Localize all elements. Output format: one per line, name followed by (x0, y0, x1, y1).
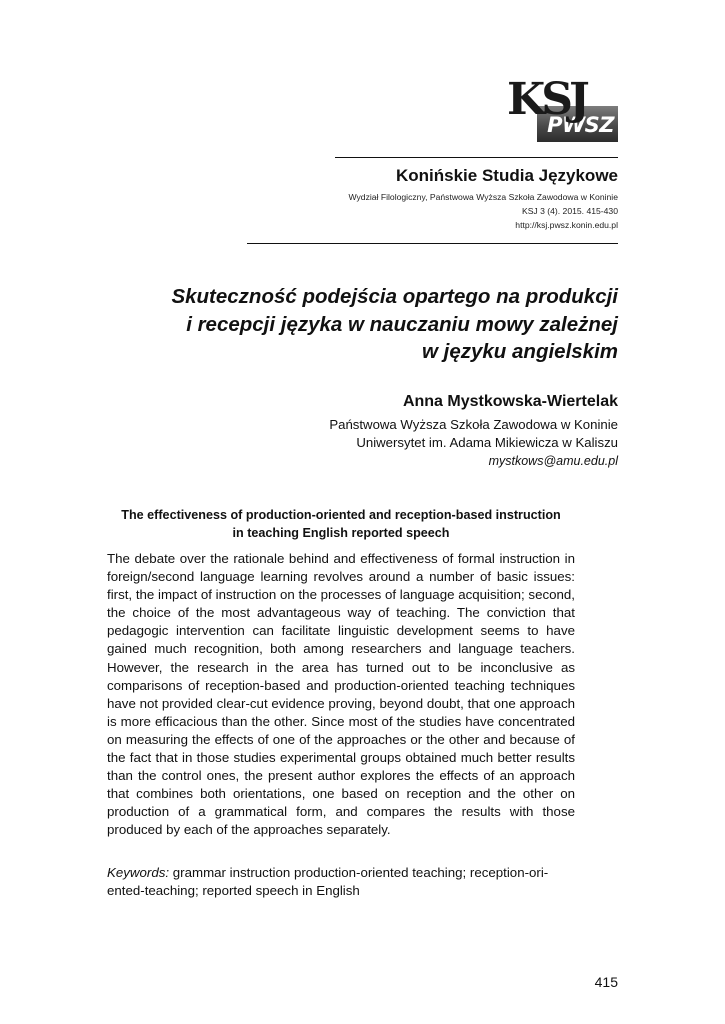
article-title (138, 283, 618, 366)
article-title-line: Skuteczność podejścia opartego na produkcji (171, 285, 618, 308)
journal-title: Konińskie Studia Językowe (395, 166, 618, 185)
english-title (107, 506, 575, 542)
author-affiliation-2: Uniwersytet im. Adama Mikiewicza w Kaliszu (356, 435, 618, 450)
journal-faculty: Wydział Filologiczny, Państwowa Wyższa Szkoła Zawodowa w Koninie (348, 192, 618, 202)
page-number: 415 (594, 974, 618, 990)
abstract-text: The debate over the rationale behind and effectiveness of formal instruction in foreign/second language learning revolves around a number of basic issues: first, the impact of instruction on the processes of language acquisition; second, the choice of the most advantageous way of teaching. The conviction that pedagogic intervention can facilitate linguistic development seems to have gained much recognition, both among researchers and language teachers. However, the research in the area has turned out to be inconclusive as comparisons of reception-based and production-oriented teaching techniques have not provided clear-cut evidence proving, beyond doubt, that one approach is more efficacious than the other. Since most of the studies have concentrated on measuring the effects of one of the approaches or the other and because of the fact that in those studies experimental groups obtained much better results than the control ones, the present author explores the effects of an approach that combines both orientations, one based on reception and the other on production of a grammatical form, and compares the results with those produced by each of the approaches separately. (107, 551, 575, 838)
journal-issue: KSJ 3 (4). 2015. 415-430 (521, 206, 618, 216)
journal-logo (507, 74, 618, 144)
logo-ksj-text: KSJ (507, 74, 586, 125)
author-affiliation-1: Państwowa Wyższa Szkoła Zawodowa w Koninie (329, 417, 618, 432)
english-title-line: The effectiveness of production-oriented and reception-based instruction (121, 508, 561, 522)
keywords (107, 864, 575, 900)
journal-url: http://ksj.pwsz.konin.edu.pl (515, 220, 618, 230)
logo-pwsz-text: PWSZ (547, 113, 614, 137)
header-rule-bottom (247, 243, 618, 244)
keywords-text: grammar instruction production-oriented teaching; reception-oriented-teaching; reported speech in English (107, 865, 549, 899)
header-rule-top (335, 157, 618, 158)
article-title-line: w języku angielskim (422, 340, 618, 363)
keywords-label: Keywords: (107, 865, 170, 880)
author-name: Anna Mystkowska-Wiertelak (402, 393, 618, 410)
article-title-line: i recepcji języka w nauczaniu mowy zależnej (186, 312, 618, 336)
author-email[interactable]: mystkows@amu.edu.pl (488, 454, 618, 468)
english-title-line: in teaching English reported speech (232, 526, 450, 540)
